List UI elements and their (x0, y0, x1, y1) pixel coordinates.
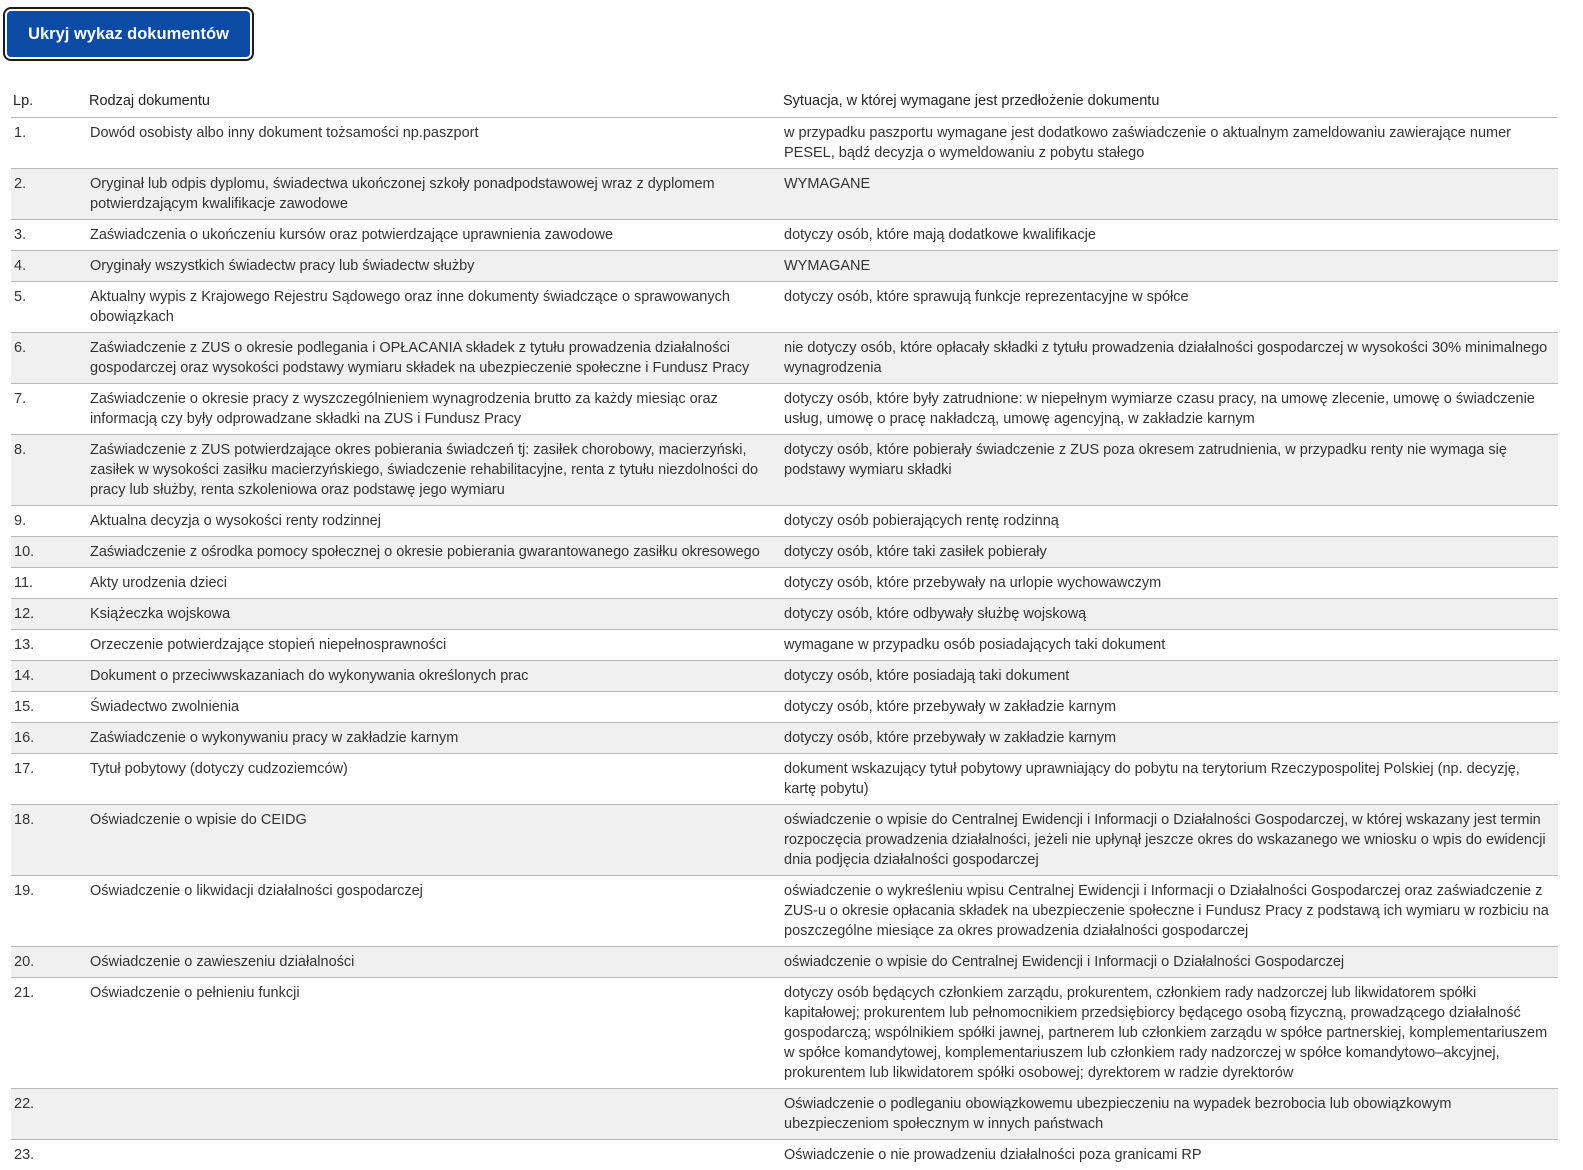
row-number: 9. (11, 506, 87, 537)
row-number: 1. (11, 118, 87, 169)
row-number: 5. (11, 282, 87, 333)
document-situation: dotyczy osób, które odbywały służbę wojskową (781, 599, 1558, 630)
document-situation: wymagane w przypadku osób posiadających taki dokument (781, 630, 1558, 661)
table-row (11, 661, 1558, 692)
document-situation: dotyczy osób, które przebywały w zakładzie karnym (781, 723, 1558, 754)
hide-documents-list-button[interactable]: Ukryj wykaz dokumentów (5, 9, 252, 59)
row-number: 16. (11, 723, 87, 754)
row-number: 12. (11, 599, 87, 630)
document-type: Oryginały wszystkich świadectw pracy lub świadectw służby (87, 251, 781, 282)
documents-table-header (11, 86, 1558, 118)
document-type: Oświadczenie o wpisie do CEIDG (87, 805, 781, 876)
document-type: Tytuł pobytowy (dotyczy cudzoziemców) (87, 754, 781, 805)
row-number: 23. (11, 1140, 87, 1170)
document-situation: Oświadczenie o podleganiu obowiązkowemu ubezpieczeniu na wypadek bezrobocia lub obowiązkowym ubezpieczeniom społecznym w innych państwach (781, 1089, 1558, 1140)
table-row (11, 1140, 1558, 1170)
document-type: Zaświadczenie o wykonywaniu pracy w zakładzie karnym (87, 723, 781, 754)
table-row (11, 805, 1558, 876)
row-number: 18. (11, 805, 87, 876)
row-number: 21. (11, 978, 87, 1089)
document-type: Dokument o przeciwwskazaniach do wykonywania określonych prac (87, 661, 781, 692)
document-type (87, 1140, 781, 1170)
document-situation: oświadczenie o wpisie do Centralnej Ewidencji i Informacji o Działalności Gospodarczej, w której wskazany jest termin rozpoczęcia prowadzenia działalności, jeżeli nie upłynął jeszcze okres do wskazanego we wniosku o wpis do ewidencji dnia podjęcia działalności gospodarczej (781, 805, 1558, 876)
table-row (11, 384, 1558, 435)
header-situation: Sytuacja, w której wymagane jest przedłożenie dokumentu (781, 86, 1558, 118)
row-number: 10. (11, 537, 87, 568)
document-situation: dotyczy osób, które przebywały w zakładzie karnym (781, 692, 1558, 723)
document-type: Dowód osobisty albo inny dokument tożsamości np.paszport (87, 118, 781, 169)
table-row (11, 568, 1558, 599)
document-situation: oświadczenie o wpisie do Centralnej Ewidencji i Informacji o Działalności Gospodarczej (781, 947, 1558, 978)
table-row (11, 282, 1558, 333)
document-situation: dokument wskazujący tytuł pobytowy uprawniający do pobytu na terytorium Rzeczypospolitej Polskiej (np. decyzję, kartę pobytu) (781, 754, 1558, 805)
table-row (11, 599, 1558, 630)
table-row (11, 118, 1558, 169)
document-situation: dotyczy osób pobierających rentę rodzinną (781, 506, 1558, 537)
row-number: 6. (11, 333, 87, 384)
table-row (11, 876, 1558, 947)
document-situation: dotyczy osób, które sprawują funkcje reprezentacyjne w spółce (781, 282, 1558, 333)
document-type: Oryginał lub odpis dyplomu, świadectwa ukończonej szkoły ponadpodstawowej wraz z dyplomem potwierdzającym kwalifikacje zawodowe (87, 169, 781, 220)
row-number: 20. (11, 947, 87, 978)
document-situation: dotyczy osób, które taki zasiłek pobierały (781, 537, 1558, 568)
row-number: 14. (11, 661, 87, 692)
document-type: Zaświadczenie o okresie pracy z wyszczególnieniem wynagrodzenia brutto za każdy miesiąc oraz informacją czy były odprowadzane składki na ZUS i Fundusz Pracy (87, 384, 781, 435)
document-type: Zaświadczenie z ośrodka pomocy społecznej o okresie pobierania gwarantowanego zasiłku okresowego (87, 537, 781, 568)
document-situation: WYMAGANE (781, 169, 1558, 220)
document-situation: dotyczy osób, które mają dodatkowe kwalifikacje (781, 220, 1558, 251)
document-situation: WYMAGANE (781, 251, 1558, 282)
document-type: Orzeczenie potwierdzające stopień niepełnosprawności (87, 630, 781, 661)
table-row (11, 1089, 1558, 1140)
row-number: 8. (11, 435, 87, 506)
row-number: 2. (11, 169, 87, 220)
row-number: 11. (11, 568, 87, 599)
document-situation: dotyczy osób, które były zatrudnione: w niepełnym wymiarze czasu pracy, na umowę zlecenie, umowę o świadczenie usług, umowę o pracę nakładczą, umowę agencyjną, w zakładzie karnym (781, 384, 1558, 435)
document-type: Akty urodzenia dzieci (87, 568, 781, 599)
table-row (11, 723, 1558, 754)
row-number: 15. (11, 692, 87, 723)
header-lp: Lp. (11, 86, 87, 118)
documents-table (11, 86, 1558, 1170)
header-row (11, 86, 1558, 118)
table-row (11, 506, 1558, 537)
document-type: Aktualny wypis z Krajowego Rejestru Sądowego oraz inne dokumenty świadczące o sprawowanych obowiązkach (87, 282, 781, 333)
document-type: Oświadczenie o pełnieniu funkcji (87, 978, 781, 1089)
document-type: Świadectwo zwolnienia (87, 692, 781, 723)
document-type: Zaświadczenie z ZUS o okresie podlegania i OPŁACANIA składek z tytułu prowadzenia działalności gospodarczej oraz wysokości podstawy wymiaru składek na ubezpieczenie społeczne i Fundusz Pracy (87, 333, 781, 384)
table-row (11, 537, 1558, 568)
table-row (11, 754, 1558, 805)
table-row (11, 692, 1558, 723)
row-number: 17. (11, 754, 87, 805)
table-row (11, 333, 1558, 384)
row-number: 13. (11, 630, 87, 661)
table-row (11, 630, 1558, 661)
document-type: Oświadczenie o likwidacji działalności gospodarczej (87, 876, 781, 947)
document-situation: dotyczy osób, które posiadają taki dokument (781, 661, 1558, 692)
table-row (11, 947, 1558, 978)
table-row (11, 169, 1558, 220)
document-type (87, 1089, 781, 1140)
row-number: 3. (11, 220, 87, 251)
document-situation: dotyczy osób, które pobierały świadczenie z ZUS poza okresem zatrudnienia, w przypadku renty nie wymaga się podstawy wymiaru składki (781, 435, 1558, 506)
document-type: Zaświadczenia o ukończeniu kursów oraz potwierdzające uprawnienia zawodowe (87, 220, 781, 251)
header-document-type: Rodzaj dokumentu (87, 86, 781, 118)
document-type: Aktualna decyzja o wysokości renty rodzinnej (87, 506, 781, 537)
table-row (11, 251, 1558, 282)
table-row (11, 435, 1558, 506)
document-type: Książeczka wojskowa (87, 599, 781, 630)
documents-table-body (11, 118, 1558, 1170)
table-row (11, 220, 1558, 251)
document-situation: dotyczy osób, które przebywały na urlopie wychowawczym (781, 568, 1558, 599)
document-situation: nie dotyczy osób, które opłacały składki z tytułu prowadzenia działalności gospodarczej w wysokości 30% minimalnego wynagrodzenia (781, 333, 1558, 384)
document-type: Zaświadczenie z ZUS potwierdzające okres pobierania świadczeń tj: zasiłek chorobowy, macierzyński, zasiłek w wysokości zasiłku macierzyńskiego, świadczenie rehabilitacyjne, renta z tytułu niezdolności do pracy lub służby, renta szkoleniowa oraz podstawę jego wymiaru (87, 435, 781, 506)
row-number: 19. (11, 876, 87, 947)
document-situation: dotyczy osób będących członkiem zarządu, prokurentem, członkiem rady nadzorczej lub likwidatorem spółki kapitałowej; prokurentem lub pełnomocnikiem przedsiębiorcy będącego osobą fizyczną, prowadzącego działalność gospodarczą; wspólnikiem spółki jawnej, partnerem lub członkiem zarządu w spółce partnerskiej, komplementariuszem w spółce komandytowej, komplementariuszem lub członkiem rady nadzorczej w spółce komandytowo–akcyjnej, prokurentem lub likwidatorem spółki osobowej; dyrektorem w radzie dyrektorów (781, 978, 1558, 1089)
document-type: Oświadczenie o zawieszeniu działalności (87, 947, 781, 978)
row-number: 7. (11, 384, 87, 435)
document-situation: Oświadczenie o nie prowadzeniu działalności poza granicami RP (781, 1140, 1558, 1170)
document-situation: oświadczenie o wykreśleniu wpisu Centralnej Ewidencji i Informacji o Działalności Gospodarczej oraz zaświadczenie z ZUS-u o okresie opłacania składek na ubezpieczenie społeczne i Fundusz Pracy z podstawą ich wymiaru w rozbiciu na poszczególne miesiące za okres prowadzenia działalności gospodarczej (781, 876, 1558, 947)
row-number: 4. (11, 251, 87, 282)
row-number: 22. (11, 1089, 87, 1140)
table-row (11, 978, 1558, 1089)
document-situation: w przypadku paszportu wymagane jest dodatkowo zaświadczenie o aktualnym zameldowaniu zawierające numer PESEL, bądź decyzja o wymeldowaniu z pobytu stałego (781, 118, 1558, 169)
